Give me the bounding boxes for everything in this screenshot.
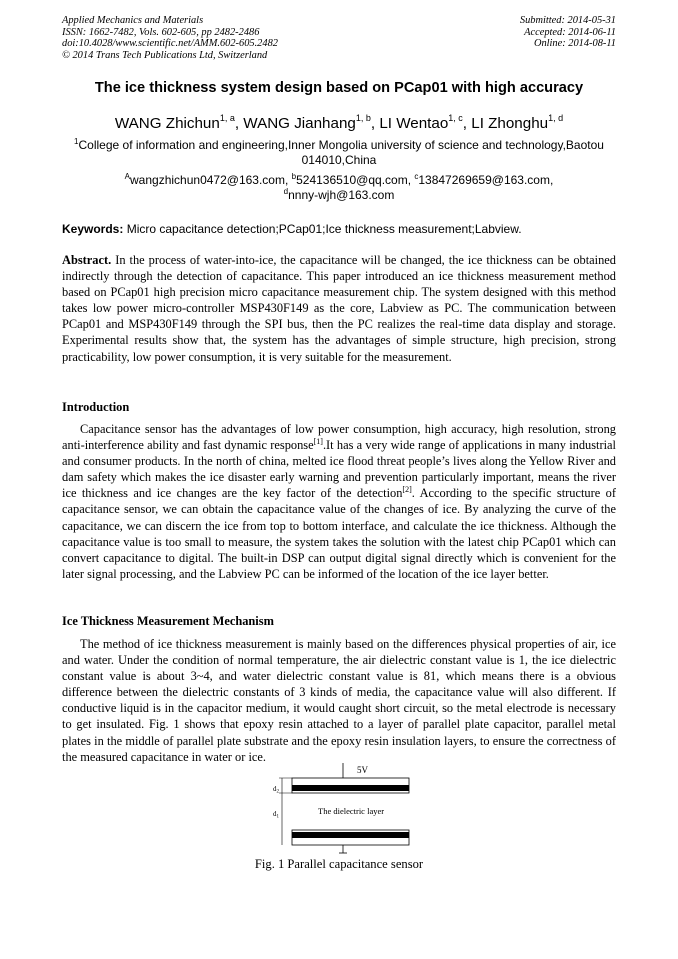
top-metal-plate <box>292 785 409 791</box>
introduction-body <box>62 421 616 582</box>
email-address[interactable]: 524136510@qq.com, <box>296 173 415 187</box>
intro-text-3: . According to the specific structure of capacitance sensor, we can obtain the capacitance value of the changes of ice. By analyzing the curve of the capacitance, we can discern the ice from top to bottom interface, and calculate the ice thickness. Although the capacitance value is too small to measure, the system takes the solution with the latest chip PCap01 which can convert capacitance to digital. The built-in DSP can output digital signal directly which is convenient for the later signal processing, and the Labview PC can be informed of the location of the ice layer better. <box>62 486 616 581</box>
affiliation <box>62 138 616 168</box>
copyright-line: © 2014 Trans Tech Publications Ltd, Switzerland <box>62 49 268 61</box>
journal-header <box>62 15 278 61</box>
author-separator: , <box>370 115 380 132</box>
ice-mechanism-body: The method of ice thickness measurement is mainly based on the differences physical properties of air, ice and water. Under the condition of normal temperature, the air dielectric constant value is 1, the ice dielectric constant value is about 3~4, and water dielectric constant value is 81, which means there is a obvious difference between the dielectric constants of 3 kinds of media, the capacitance value will also different. If conductive liquid is in the capacitor medium, it would caught short circuit, so the metal electrode is necessary to get insulated. Fig. 1 shows that epoxy resin attached to a layer of parallel plate capacitor, parallel metal plates in the middle of parallel plate substrate and the epoxy resin insulation layers, to ensure the correctness of the measured capacitance in water or ice. <box>62 637 616 764</box>
abstract <box>62 252 616 365</box>
journal-name: Applied Mechanics and Materials <box>62 15 204 26</box>
doi-line: doi:10.4028/www.scientific.net/AMM.602-605.2482 <box>62 38 278 50</box>
d1-label: $d_1$ <box>273 810 279 820</box>
affiliation-text: College of information and engineering,Inner Mongolia university of science and technology,Baotou 014010,China <box>78 138 604 167</box>
email-address[interactable]: 13847269659@163.com, <box>418 173 554 187</box>
author-list <box>0 115 678 132</box>
affiliation-sup: 1 <box>74 137 79 146</box>
online-date: Online: 2014-08-11 <box>533 38 616 50</box>
email-address[interactable]: wangzhichun0472@163.com, <box>130 173 292 187</box>
author-name: WANG Jianhang <box>243 115 356 132</box>
submitted-date: Submitted: 2014-05-31 <box>519 15 616 26</box>
d2-label: $d_2$ <box>273 785 279 795</box>
citation-ref[interactable]: [1] <box>313 437 323 447</box>
issn-line: ISSN: 1662-7482, Vols. 602-605, pp 2482-2486 <box>62 26 260 38</box>
ice-mechanism-heading: Ice Thickness Measurement Mechanism <box>62 614 274 628</box>
bottom-metal-plate <box>292 832 409 838</box>
author-affil-sup: 1, b <box>355 113 371 123</box>
abstract-text: In the process of water-into-ice, the capacitance will be changed, the ice thickness can be obtained indirectly through the detection of capacitance. This paper introduced an ice thickness measurement method based on PCap01 high precision micro capacitance measurement chip. The system designed with this method takes low power micro-controller MSP430F149 as the core, Labview as PC. The communication between PCap01 and MSP430F149 through the SPI bus, then the PC realizes the real-time data display and storage. Experimental results show that, the system has the advantages of simple structure, high precision, strong practicability, low power consumption, it is very suitable for the measurement. <box>62 253 616 364</box>
figure-caption: Fig. 1 Parallel capacitance sensor <box>254 857 424 871</box>
author-affil-sup: 1, a <box>219 113 235 123</box>
parallel-capacitance-figure <box>270 763 420 858</box>
email-sup: d <box>283 187 289 196</box>
intro-text-2: .It has a very wide range of applications in many industrial and consumer products. In the north of china, melted ice flood threat people’s lives along the Yellow River and dam safety which makes the ice disaster early warning and prevention particularly important, means the river ice thickness and ice changes are the key factor of the detection <box>62 438 616 501</box>
abstract-label: Abstract. <box>62 253 112 267</box>
author-name: LI Wentao <box>379 115 449 132</box>
email-sup: c <box>414 172 419 181</box>
email-list <box>62 173 616 203</box>
email-sup: A <box>124 172 131 181</box>
email-sup: b <box>291 172 297 181</box>
keywords <box>62 222 616 237</box>
intro-text-1: Capacitance sensor has the advantages of low power consumption, high accuracy, high resolution, strong anti-interference ability and fast dynamic response <box>62 422 616 453</box>
dielectric-layer-label: The dielectric layer <box>318 806 385 816</box>
author-separator: , <box>462 115 472 132</box>
author-affil-sup: 1, c <box>448 113 463 123</box>
accepted-date: Accepted: 2014-06-11 <box>524 26 616 38</box>
author-name: WANG Zhichun <box>114 115 220 132</box>
author-separator: , <box>234 115 244 132</box>
keywords-text: Micro capacitance detection;PCap01;Ice thickness measurement;Labview. <box>123 222 522 236</box>
author-name: LI Zhonghu <box>471 115 549 132</box>
citation-ref[interactable]: [2] <box>402 485 412 495</box>
voltage-label: 5V <box>357 765 368 775</box>
introduction-heading: Introduction <box>62 400 130 414</box>
dates-header <box>520 15 616 50</box>
email-address[interactable]: nnny-wjh@163.com <box>288 188 395 202</box>
author-affil-sup: 1, d <box>548 113 564 123</box>
keywords-label: Keywords: <box>62 222 124 236</box>
paper-title: The ice thickness system design based on PCap01 with high accuracy <box>94 80 584 96</box>
